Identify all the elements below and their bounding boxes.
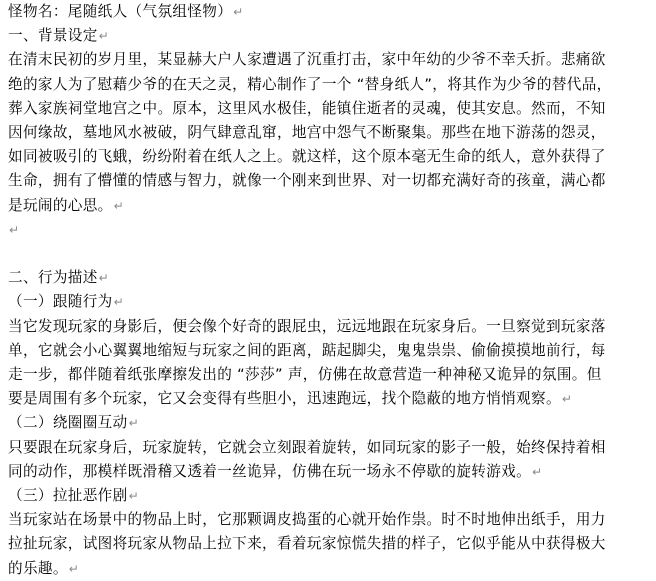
subsection-heading-prank: （三）拉扯恶作剧↵ xyxy=(8,487,139,505)
paragraph-line: 走一步，都伴随着纸张摩擦发出的 “莎莎” 声，仿佛在故意营造一种神秘又诡异的氛围。但 xyxy=(8,366,602,384)
paragraph-mark-icon: ↵ xyxy=(532,464,543,479)
paragraph-line: 在清末民初的岁月里，某显赫大户人家遭遇了沉重打击，家中年幼的少爷不幸夭折。悲痛欲 xyxy=(8,51,606,69)
paragraph-line: 因何缘故，墓地风水被破，阴气肆意乱窜，地宫中怨气不断聚集。那些在地下游荡的怨灵， xyxy=(8,124,606,142)
section-heading-behavior: 二、行为描述↵ xyxy=(8,269,110,287)
paragraph-mark-icon: ↵ xyxy=(561,392,573,407)
paragraph-mark-icon: ↵ xyxy=(9,222,20,237)
section-heading-background: 一、背景设定↵ xyxy=(8,27,110,45)
paragraph-line-last: 是玩闹的心思。↵ xyxy=(8,196,125,214)
paragraph-mark-icon: ↵ xyxy=(128,416,139,431)
paragraph-mark-icon: ↵ xyxy=(98,271,110,286)
paragraph-line-last: 同的动作，那模样既滑稽又透着一丝诡异，仿佛在玩一场永不停歇的旋转游戏。↵ xyxy=(8,462,543,480)
paragraph-line: 拉扯玩家，试图将玩家从物品上拉下来，看着玩家惊慌失措的样子，它似乎能从中获得极大 xyxy=(8,535,606,553)
paragraph-line: 只要跟在玩家身后，玩家旋转，它就会立刻跟着旋转，如同玩家的影子一般，始终保持着相 xyxy=(8,438,606,456)
empty-paragraph xyxy=(8,218,652,242)
paragraph-line-last: 要是周围有多个玩家，它又会变得有些胆小，迅速跑远，找个隐蔽的地方悄悄观察。↵ xyxy=(8,390,573,408)
paragraph-mark-icon: ↵ xyxy=(68,561,80,576)
document-page xyxy=(8,0,652,581)
paragraph-line: 单，它就会小心翼翼地缩短与玩家之间的距离，踮起脚尖，鬼鬼祟祟、偷偷摸摸地前行，每 xyxy=(8,341,606,359)
paragraph-mark-icon: ↵ xyxy=(233,5,244,19)
paragraph-mark-icon: ↵ xyxy=(98,29,110,44)
subsection-heading-circle: （二）绕圈圈互动↵ xyxy=(8,414,139,432)
paragraph-line-last: 的乐趣。↵ xyxy=(8,559,80,577)
paragraph-line: 如同被吸引的飞蛾，纷纷附着在纸人之上。就这样，这个原本毫无生命的纸人，意外获得了 xyxy=(8,148,606,166)
spacer xyxy=(8,242,652,266)
paragraph-mark-icon: ↵ xyxy=(128,489,139,504)
monster-name-line: 怪物名：尾随纸人（气氛组怪物）↵ xyxy=(8,3,244,20)
paragraph-line: 当玩家站在场景中的物品上时，它那颗调皮捣蛋的心就开始作祟。时不时地伸出纸手，用力 xyxy=(8,511,606,529)
paragraph-mark-icon: ↵ xyxy=(113,295,125,310)
paragraph-line: 当它发现玩家的身影后，便会像个好奇的跟屁虫，远远地跟在玩家身后。一旦察觉到玩家落 xyxy=(8,317,606,335)
paragraph-line: 葬入家族祠堂地宫之中。原本，这里风水极佳，能镇住逝者的灵魂，使其安息。然而，不知 xyxy=(8,99,606,117)
paragraph-line: 绝的家人为了慰藉少爷的在天之灵，精心制作了一个 “替身纸人”，将其作为少爷的替代品， xyxy=(8,75,612,93)
subsection-heading-follow: （一）跟随行为↵ xyxy=(8,293,125,311)
paragraph-mark-icon: ↵ xyxy=(113,198,125,213)
paragraph-line: 生命，拥有了懵懂的情感与智力，就像一个刚来到世界、对一切都充满好奇的孩童，满心都 xyxy=(8,172,606,190)
